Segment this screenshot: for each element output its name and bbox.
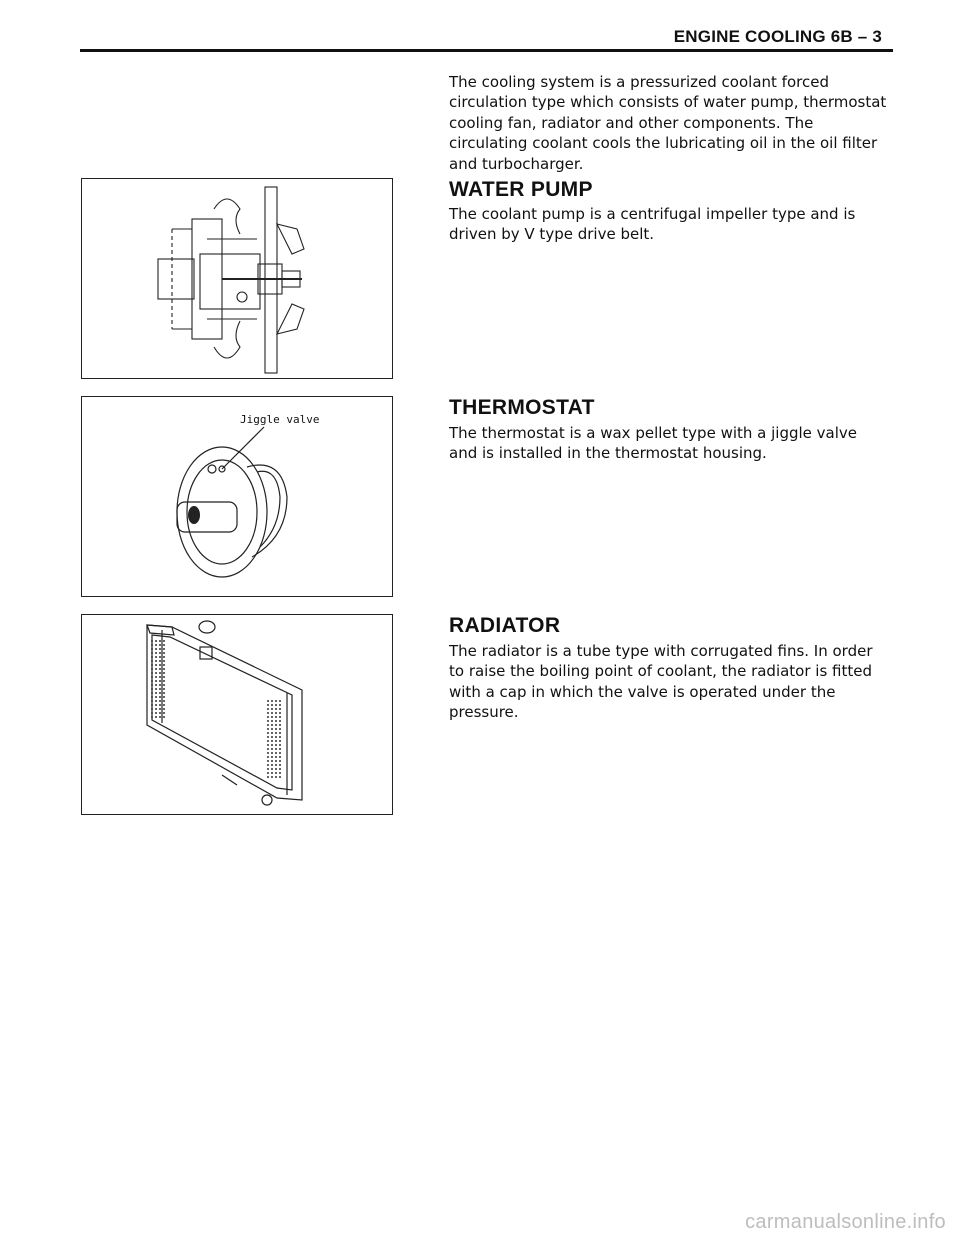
section-body-radiator: The radiator is a tube type with corrugated fins. In order to raise the boiling point of coolant, the radiator is fitted with a cap in which the valve is operated under the pressure. [449,642,873,722]
intro-paragraph: The cooling system is a pressurized coolant forced circulation type which consists of water pump, thermostat cooling fan, radiator and other components. The circulating coolant cools the lubricating oil in the oil filter and turbocharger. [449,73,887,173]
radiator-illustration [82,615,392,814]
thermostat-figure [81,396,393,597]
radiator-figure [81,614,393,815]
jiggle-valve-callout: Jiggle valve [240,413,320,426]
thermostat-illustration [82,397,392,596]
header-divider [80,49,893,52]
section-title-water-pump: WATER PUMP [449,178,593,201]
section-title-thermostat: THERMOSTAT [449,396,595,419]
section-title-radiator: RADIATOR [449,614,561,637]
water-pump-illustration [82,179,392,378]
watermark: carmanualsonline.info [745,1211,946,1233]
page-title: ENGINE COOLING 6B – 3 [673,27,882,46]
section-body-water-pump: The coolant pump is a centrifugal impeller type and is driven by V type drive belt. [449,205,856,244]
section-body-thermostat: The thermostat is a wax pellet type with a jiggle valve and is installed in the thermostat housing. [449,424,858,463]
water-pump-figure [81,178,393,379]
